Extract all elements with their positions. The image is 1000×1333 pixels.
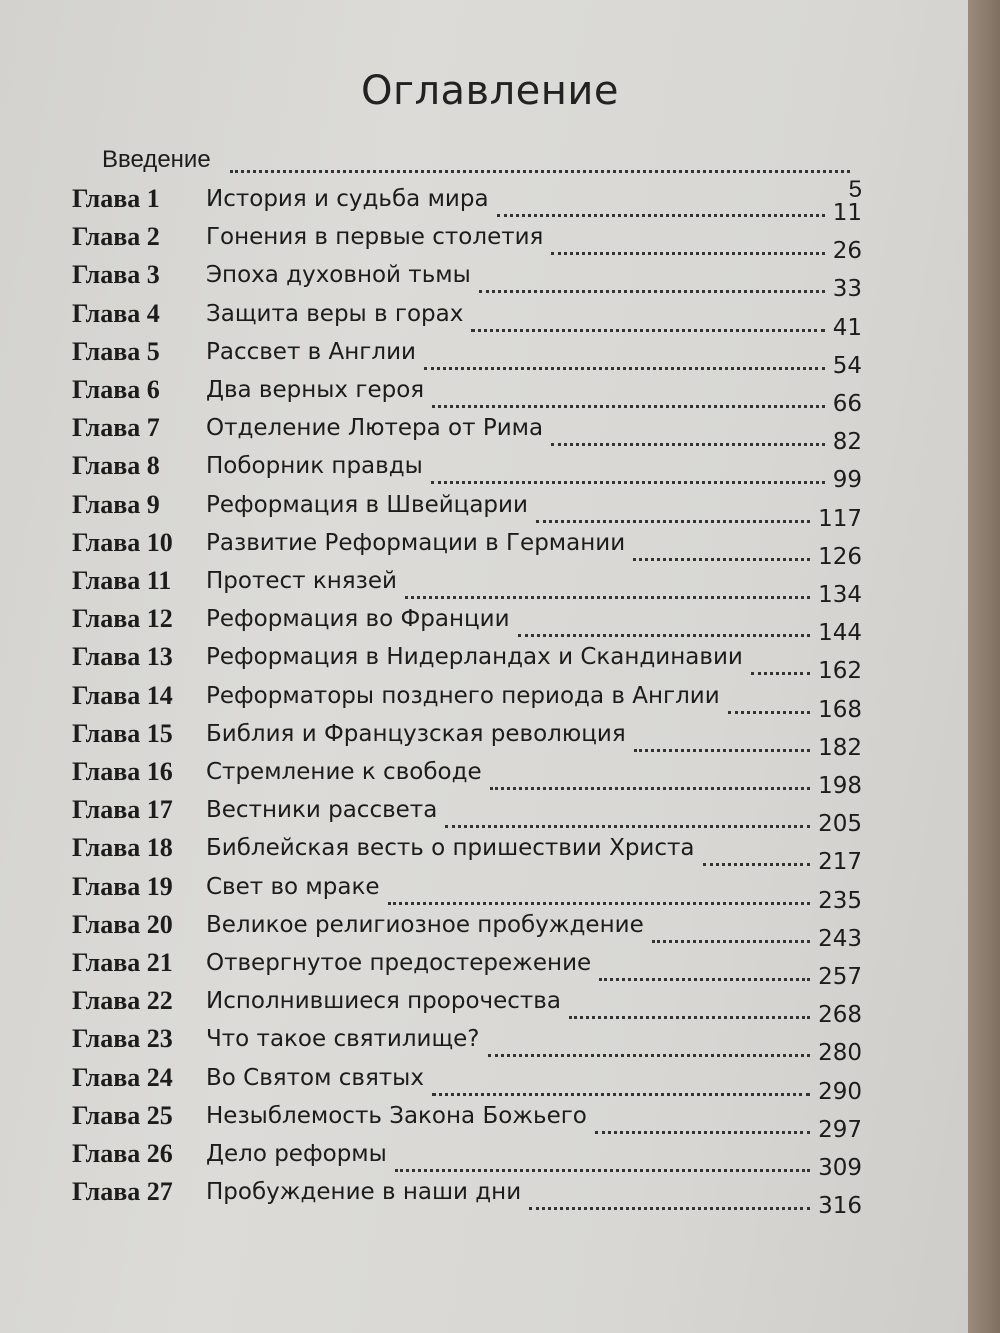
toc-page-number: 126 bbox=[818, 543, 862, 570]
toc-chapter-title: Во Святом святых bbox=[206, 1064, 424, 1091]
toc-page-number: 268 bbox=[818, 1002, 862, 1029]
toc-row bbox=[72, 791, 862, 838]
toc-row bbox=[72, 1135, 862, 1181]
toc-chapter-title: Библия и Французская революция bbox=[206, 720, 626, 747]
toc-chapter-number: Глава 9 bbox=[72, 489, 160, 519]
toc-page-number: 144 bbox=[818, 620, 862, 647]
toc-page-number: 235 bbox=[818, 887, 862, 914]
toc-leader bbox=[728, 701, 810, 714]
toc-leader bbox=[599, 968, 810, 981]
toc-chapter-title: Отвергнутое предостережение bbox=[206, 950, 592, 976]
toc-leader bbox=[595, 1121, 810, 1134]
toc-leader bbox=[432, 1083, 810, 1096]
toc-title: Оглавление bbox=[360, 68, 620, 114]
toc-leader bbox=[431, 471, 825, 484]
toc-chapter-number: Глава 6 bbox=[72, 375, 160, 404]
toc-leader bbox=[703, 853, 810, 866]
toc-chapter-title: Два верных героя bbox=[206, 377, 425, 403]
toc-leader bbox=[432, 395, 825, 408]
toc-chapter-title: История и судьба мира bbox=[206, 186, 489, 212]
toc-row bbox=[72, 562, 862, 608]
toc-row bbox=[72, 1173, 862, 1220]
toc-chapter-title: Рассвет в Англии bbox=[206, 338, 416, 365]
toc-chapter-number: Глава 7 bbox=[72, 413, 160, 443]
toc-page-number: 117 bbox=[818, 505, 862, 532]
toc-row bbox=[72, 371, 862, 417]
toc-chapter-title: Исполнившиеся пророчества bbox=[206, 988, 561, 1015]
toc-intro-page: 5 bbox=[848, 176, 862, 203]
toc-row bbox=[72, 256, 862, 303]
toc-chapter-title: Пробуждение в наши дни bbox=[206, 1179, 522, 1206]
toc-page-number: 198 bbox=[818, 773, 862, 799]
toc-page-number: 26 bbox=[832, 238, 862, 265]
toc-leader bbox=[569, 1006, 810, 1019]
toc-row bbox=[72, 600, 862, 647]
toc-page-number: 162 bbox=[818, 658, 862, 685]
toc-row bbox=[72, 180, 862, 226]
toc-chapter-title: Протест князей bbox=[206, 568, 397, 594]
toc-page-number: 297 bbox=[818, 1116, 862, 1143]
toc-leader bbox=[529, 1197, 810, 1210]
toc-chapter-title: Что такое святилище? bbox=[206, 1026, 480, 1053]
toc-chapter-title: Реформация во Франции bbox=[206, 606, 510, 633]
toc-chapter-number: Глава 20 bbox=[72, 909, 173, 939]
toc-row bbox=[72, 333, 862, 379]
toc-leader bbox=[471, 319, 825, 332]
toc-chapter-number: Глава 22 bbox=[72, 986, 173, 1016]
toc-chapter-number: Глава 25 bbox=[72, 1100, 173, 1130]
toc-page-number: 243 bbox=[818, 925, 862, 952]
toc-row bbox=[72, 829, 862, 876]
toc-chapter-title: Поборник правды bbox=[206, 453, 423, 480]
toc-chapter-number: Глава 11 bbox=[72, 566, 172, 595]
toc-row bbox=[72, 753, 862, 799]
toc-chapter-number: Глава 16 bbox=[72, 757, 173, 786]
toc-leader bbox=[518, 624, 810, 637]
toc-row bbox=[72, 906, 862, 952]
toc-row bbox=[72, 1059, 862, 1105]
toc-chapter-title: Защита веры в горах bbox=[206, 300, 464, 327]
toc-chapter-title: Библейская весть о пришествии Христа bbox=[206, 835, 695, 862]
toc-leader bbox=[652, 930, 810, 943]
toc-chapter-number: Глава 27 bbox=[72, 1177, 173, 1207]
toc-row bbox=[72, 944, 862, 990]
toc-page-number: 168 bbox=[818, 696, 862, 723]
toc-intro-leader bbox=[230, 142, 850, 173]
toc-chapter-number: Глава 23 bbox=[72, 1024, 173, 1054]
toc-chapter-title: Реформация в Нидерландах и Скандинавии bbox=[206, 644, 743, 671]
toc-chapter-title: Стремление к свободе bbox=[206, 759, 482, 785]
toc-page-number: 41 bbox=[832, 314, 862, 341]
toc-chapter-title: Развитие Реформации в Германии bbox=[206, 529, 626, 556]
toc-row bbox=[72, 638, 862, 685]
toc-row bbox=[72, 295, 862, 341]
toc-leader bbox=[490, 777, 810, 790]
toc-row bbox=[72, 524, 862, 570]
toc-chapter-number: Глава 14 bbox=[72, 680, 173, 710]
toc-chapter-number: Глава 4 bbox=[72, 298, 160, 328]
toc-page-number: 82 bbox=[832, 429, 862, 456]
toc-chapter-number: Глава 1 bbox=[72, 184, 160, 213]
toc-intro-row bbox=[102, 140, 862, 180]
toc-chapter-number: Глава 3 bbox=[72, 260, 160, 290]
toc-page-number: 309 bbox=[818, 1155, 862, 1181]
toc-chapter-title: Эпоха духовной тьмы bbox=[206, 262, 471, 289]
toc-row bbox=[72, 218, 862, 265]
toc-row bbox=[72, 447, 862, 494]
toc-intro-label: Введение bbox=[102, 146, 211, 173]
toc-chapter-title: Гонения в первые столетия bbox=[206, 224, 544, 251]
toc-chapter-number: Глава 18 bbox=[72, 833, 173, 863]
toc-leader bbox=[751, 662, 810, 675]
page-edge bbox=[968, 0, 1000, 1333]
toc-page-number: 257 bbox=[818, 964, 862, 990]
toc-chapter-title: Реформация в Швейцарии bbox=[206, 491, 528, 518]
toc-leader bbox=[488, 1044, 810, 1057]
toc-page-number: 99 bbox=[832, 467, 862, 494]
toc-chapter-title: Дело реформы bbox=[206, 1141, 387, 1167]
toc-leader bbox=[634, 739, 810, 752]
toc-leader bbox=[497, 204, 825, 217]
toc-chapter-number: Глава 15 bbox=[72, 718, 173, 748]
toc-chapter-number: Глава 13 bbox=[72, 642, 173, 672]
toc-chapter-number: Глава 24 bbox=[72, 1062, 173, 1092]
toc-page-number: 217 bbox=[818, 849, 862, 876]
toc-chapter-number: Глава 5 bbox=[72, 336, 160, 366]
toc-page-number: 66 bbox=[832, 391, 862, 417]
toc-chapter-number: Глава 17 bbox=[72, 795, 173, 825]
toc-page-number: 182 bbox=[818, 734, 862, 761]
toc-leader bbox=[551, 242, 825, 255]
toc-chapter-title: Свет во мраке bbox=[206, 873, 380, 900]
toc-chapter-number: Глава 2 bbox=[72, 222, 160, 252]
toc-leader bbox=[536, 510, 810, 523]
toc-row bbox=[72, 409, 862, 456]
toc-page-number: 316 bbox=[818, 1193, 862, 1220]
toc-row bbox=[72, 1020, 862, 1067]
toc-chapter-number: Глава 26 bbox=[72, 1139, 173, 1168]
toc-row bbox=[72, 868, 862, 914]
toc-chapter-number: Глава 12 bbox=[72, 604, 173, 634]
toc-page-number: 280 bbox=[818, 1040, 862, 1067]
toc-chapter-title: Реформаторы позднего периода в Англии bbox=[206, 682, 720, 709]
toc-row bbox=[72, 982, 862, 1029]
toc-leader bbox=[445, 815, 810, 828]
toc-leader bbox=[479, 280, 825, 293]
toc-row bbox=[72, 486, 862, 532]
toc-chapter-title: Отделение Лютера от Рима bbox=[206, 415, 544, 442]
toc-page-number: 290 bbox=[818, 1078, 862, 1105]
toc-chapter-title: Незыблемость Закона Божьего bbox=[206, 1102, 587, 1129]
toc-chapter-number: Глава 21 bbox=[72, 948, 173, 977]
toc-row bbox=[72, 715, 862, 761]
toc-page-number: 11 bbox=[832, 200, 862, 226]
toc-row bbox=[72, 677, 862, 723]
toc-leader bbox=[633, 548, 810, 561]
toc-row bbox=[72, 1097, 862, 1143]
toc-leader bbox=[388, 892, 810, 905]
toc-leader bbox=[395, 1159, 810, 1172]
toc-chapter-number: Глава 10 bbox=[72, 527, 173, 557]
toc-chapter-number: Глава 19 bbox=[72, 871, 173, 901]
toc-leader bbox=[551, 433, 825, 446]
toc-page-number: 54 bbox=[832, 352, 862, 379]
toc-page-number: 134 bbox=[818, 582, 862, 608]
toc-leader bbox=[424, 357, 825, 370]
toc-chapter-title: Великое религиозное пробуждение bbox=[206, 911, 644, 938]
toc-chapter-title: Вестники рассвета bbox=[206, 797, 438, 824]
toc-leader bbox=[405, 586, 810, 599]
toc-page-number: 205 bbox=[818, 811, 862, 838]
toc-chapter-number: Глава 8 bbox=[72, 451, 160, 481]
toc-page-number: 33 bbox=[832, 276, 862, 303]
